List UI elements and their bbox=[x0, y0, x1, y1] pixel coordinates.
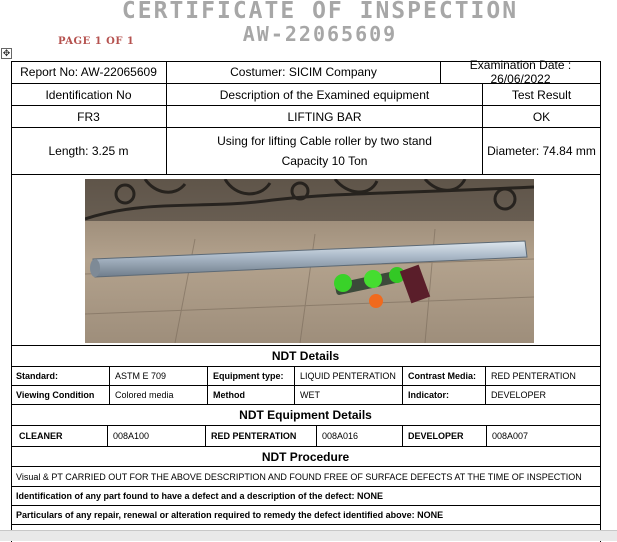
repair-row bbox=[11, 506, 600, 525]
procedure-text: Visual & PT CARRIED OUT FOR THE ABOVE DESCRIPTION AND FOUND FREE OF SURFACE DEFECTS AT THE TIME OF INSPECTION bbox=[16, 471, 582, 482]
contrast-media-value: RED PENTERATION bbox=[485, 367, 600, 385]
item-length: Length: 3.25 m bbox=[48, 144, 129, 158]
ndt-details-row-1 bbox=[11, 367, 600, 386]
ndt-details-row-2 bbox=[11, 386, 600, 405]
contrast-media-label: Contrast Media: bbox=[402, 367, 485, 385]
penetrant-value: 008A016 bbox=[316, 426, 402, 446]
developer-value: 008A007 bbox=[486, 426, 600, 446]
item-use: Using for lifting Cable roller by two stand bbox=[217, 134, 432, 148]
repair-line: Particulars of any repair, renewal or alteration required to remedy the defect identified above: NONE bbox=[16, 510, 444, 520]
item-diameter: Diameter: 74.84 mm bbox=[482, 128, 600, 174]
defect-line: Identification of any part found to have a defect and a description of the defect: NONE bbox=[16, 491, 384, 501]
description-header: Description of the Examined equipment bbox=[166, 84, 482, 105]
lifting-bar-photo bbox=[85, 179, 534, 343]
result-header: Test Result bbox=[482, 84, 600, 105]
developer-label: DEVELOPER bbox=[402, 426, 486, 446]
method-label: Method bbox=[207, 386, 294, 404]
item-result: OK bbox=[482, 106, 600, 127]
equipment-type-value: LIQUID PENTERATION bbox=[294, 367, 402, 385]
equipment-photo bbox=[85, 179, 534, 343]
defect-row bbox=[11, 487, 600, 506]
standard-label: Standard: bbox=[16, 371, 59, 381]
certificate-title: CERTIFICATE OF INSPECTION bbox=[121, 0, 519, 24]
ndt-equipment-heading: NDT Equipment Details bbox=[239, 408, 372, 422]
item-name: LIFTING BAR bbox=[166, 106, 482, 127]
ndt-details-heading: NDT Details bbox=[271, 349, 340, 363]
ndt-procedure-heading: NDT Procedure bbox=[261, 449, 350, 464]
customer: Costumer: SICIM Company bbox=[166, 61, 440, 83]
cleaner-label: CLEANER bbox=[19, 431, 63, 441]
ndt-details-heading-row bbox=[11, 346, 600, 367]
certificate-number: AW-22065609 bbox=[242, 22, 398, 46]
table-move-handle-icon[interactable]: ✥ bbox=[2, 48, 11, 58]
indicator-value: DEVELOPER bbox=[485, 386, 600, 404]
penetrant-label: RED PENTERATION bbox=[205, 426, 316, 446]
method-value: WET bbox=[294, 386, 402, 404]
dimension-row bbox=[11, 128, 600, 175]
item-row bbox=[11, 106, 600, 128]
item-id: FR3 bbox=[77, 109, 100, 124]
identification-header: Identification No bbox=[45, 87, 132, 102]
report-info-row bbox=[11, 58, 600, 86]
page-label: PAGE 1 OF 1 bbox=[58, 36, 135, 47]
equipment-type-label: Equipment type: bbox=[207, 367, 294, 385]
item-usage bbox=[166, 128, 482, 174]
cleaner-value: 008A100 bbox=[107, 426, 205, 446]
viewing-condition-label: Viewing Condition bbox=[16, 390, 95, 400]
indicator-label: Indicator: bbox=[402, 386, 485, 404]
window-bottom-bar bbox=[0, 530, 617, 541]
examination-date: Examination Date : 26/06/2022 bbox=[440, 61, 600, 83]
procedure-text-row bbox=[11, 467, 600, 487]
ndt-procedure-heading-row bbox=[11, 447, 600, 467]
item-capacity: Capacity 10 Ton bbox=[281, 154, 368, 168]
standard-value: ASTM E 709 bbox=[109, 367, 207, 385]
ndt-equipment-heading-row bbox=[11, 405, 600, 426]
report-number: Report No: AW-22065609 bbox=[20, 65, 157, 79]
ndt-equipment-row bbox=[11, 426, 600, 447]
viewing-condition-value: Colored media bbox=[109, 386, 207, 404]
column-header-row bbox=[11, 84, 600, 106]
